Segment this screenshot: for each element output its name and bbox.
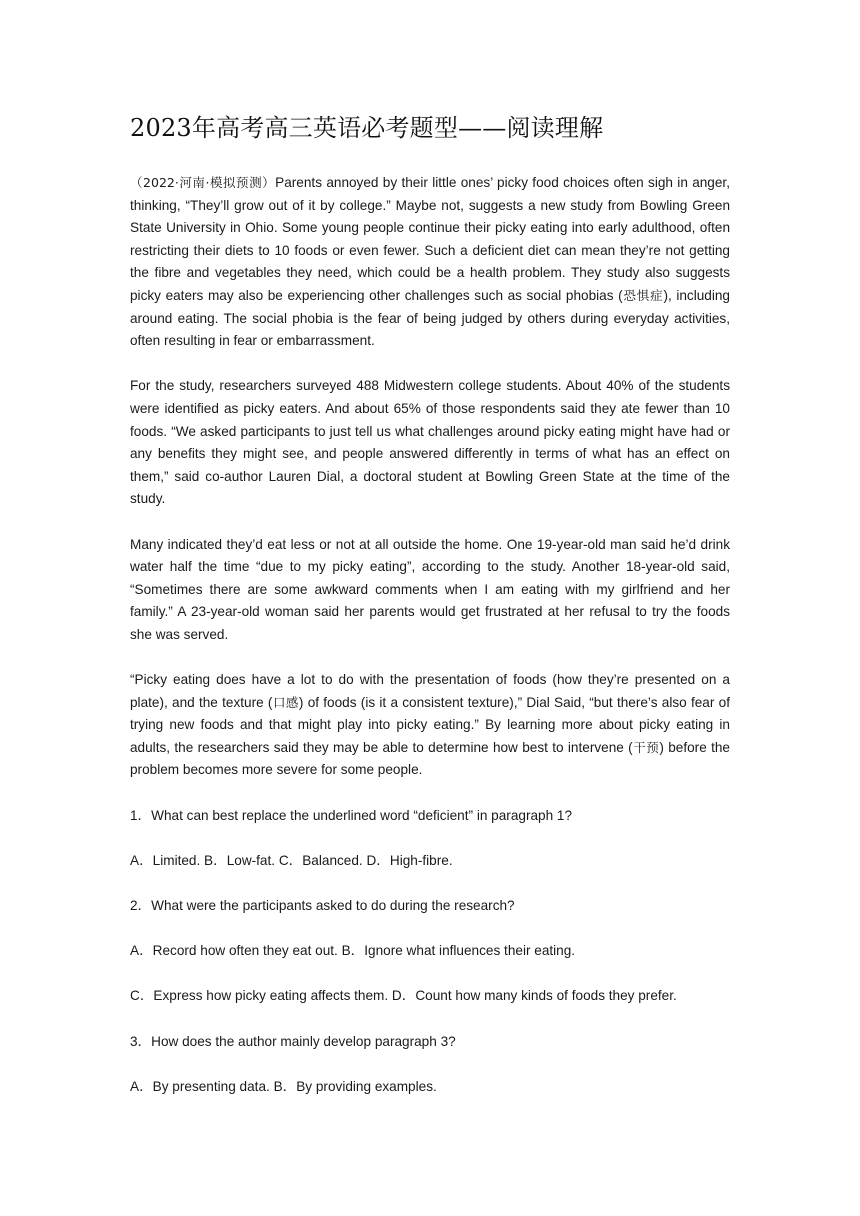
question-1: 1．What can best replace the underlined word “deficient” in paragraph 1? [130, 807, 573, 823]
question-2: 2．What were the participants asked to do during the research? [130, 898, 515, 913]
paragraph-1-text-b: ), including around eating. The social phobia is the fear of being judged by others during everyday activities, often resulting in fear or embarrassment. [130, 287, 730, 349]
paragraph-4 [130, 669, 730, 782]
paragraph-1-gloss: 恐惧症 [622, 287, 664, 303]
paragraph-4-text-c: ) before the problem becomes more severe for some people. [130, 739, 730, 778]
paragraph-1 [130, 172, 730, 353]
paragraph-4-gloss-1: 口感 [272, 694, 299, 710]
paragraph-3: Many indicated they’d eat less or not at all outside the home. One 19-year-old man said he’d drink water half the time “due to my picky eating”, according to the study. Another 18-year-old said, “Sometimes there are some awkward comments when I am eating with my girlfriend and her family.” A 23-year-old woman said her parents would get frustrated at her refusal to try the foods she was served. [130, 536, 730, 642]
paragraph-2: For the study, researchers surveyed 488 Midwestern college students. About 40% of the students were identified as picky eaters. And about 65% of those respondents said they ate fewer than 10 foods. “We asked participants to just tell us what challenges around picky eating might have had or any benefits they might see, and people answered differently in terms of what has an effect on them,” said co-author Lauren Dial, a doctoral student at Bowling Green State at the time of the study. [130, 378, 730, 507]
paragraph-4-text-b: ) of foods (is it a consistent texture),” Dial Said, “but there’s also fear of trying new foods and that might play into picky eating.” By learning more about picky eating in adults, the researchers said they may be able to determine how best to intervene ( [130, 694, 730, 755]
paragraph-4-gloss-2: 干预 [632, 739, 660, 755]
source-tag: （2022·河南·模拟预测） [130, 175, 276, 190]
question-3: 3．How does the author mainly develop paragraph 3? [130, 1033, 456, 1049]
question-2-options-ab: A．Record how often they eat out. B．Ignore what influences their eating. [130, 943, 576, 959]
question-1-options: A．Limited. B．Low-fat. C．Balanced. D．High-fibre. [130, 852, 453, 868]
question-3-options-ab: A．By presenting data. B．By providing examples. [130, 1078, 437, 1094]
question-2-options-cd: C．Express how picky eating affects them. D．Count how many kinds of foods they prefer. [130, 988, 677, 1004]
paragraph-4-text-a: “Picky eating does have a lot to do with the presentation of foods (how they’re presented on a plate), and the texture ( [130, 672, 730, 710]
paragraph-1-text-a: Parents annoyed by their little ones’ picky food choices often sigh in anger, thinking, “They’ll grow out of it by college.” Maybe not, suggests a new study from Bowling Green State University in Ohio. Some young people continue their picky eating into early adulthood, often restricting their diets to 10 foods or even fewer. Such a deficient diet can mean they’re not getting the fibre and vegetables they need, which could be a health problem. They study also suggests picky eaters may also be experiencing other challenges such as social phobias ( [130, 175, 730, 303]
document-body [130, 172, 730, 1121]
document-title: 2023年高考高三英语必考题型——阅读理解 [130, 114, 604, 142]
